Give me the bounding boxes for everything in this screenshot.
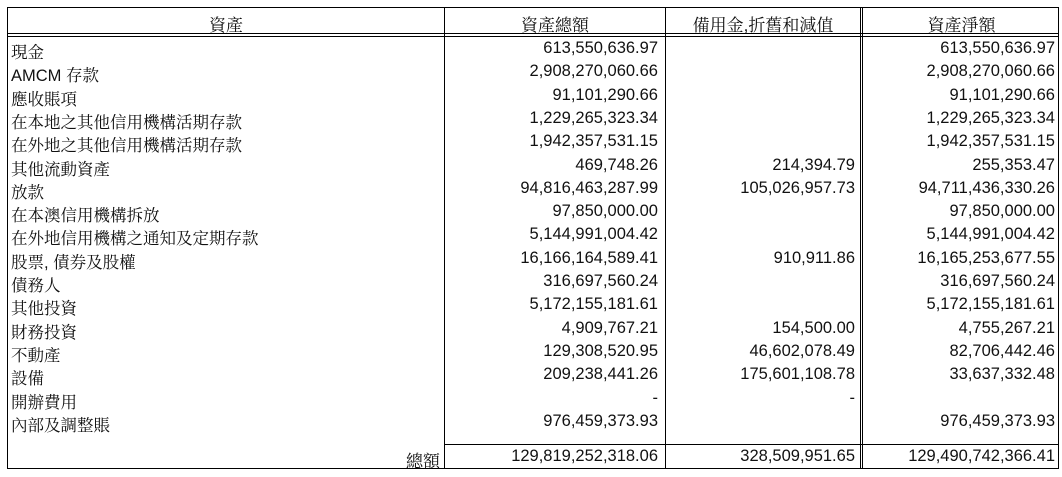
row-net-amount: 94,711,436,330.26 [918,178,1055,197]
row-net-amount: 316,697,560.24 [940,272,1055,290]
row-gross-amount: - [652,388,658,407]
row-gross-amount: 5,172,155,181.61 [529,295,658,314]
row-label: 開辦費用 [11,393,77,412]
row-label: 在外地之其他信用機構活期存款 [11,137,242,156]
row-label: 其他流動資產 [11,160,110,179]
row-label: 設備 [11,370,44,389]
row-net-amount: 5,172,155,181.61 [926,295,1055,314]
row-gross-amount: 613,550,636.97 [543,39,658,57]
row-provision-amount: - [849,388,855,407]
total-divider [444,444,1058,445]
row-net-amount: 16,165,253,677.55 [917,248,1055,267]
row-net-amount: 255,353.47 [972,155,1055,174]
row-label: 在本地之其他信用機構活期存款 [11,113,242,132]
row-label: 債務人 [11,277,61,295]
balance-sheet-table [7,7,1059,469]
row-label: 在外地信用機構之通知及定期存款 [11,230,259,249]
row-net-amount: 33,637,332.48 [949,365,1055,384]
row-net-amount: 613,550,636.97 [940,39,1055,57]
row-gross-amount: 976,459,373.93 [543,411,658,430]
row-label: 其他投資 [11,300,77,319]
row-net-amount: 1,229,265,323.34 [926,108,1055,127]
row-net-amount: 976,459,373.93 [940,411,1055,430]
row-net-amount: 1,942,357,531.15 [926,132,1055,151]
table-row [8,318,1060,341]
row-net-amount: 2,908,270,060.66 [926,62,1055,81]
row-provision-amount: 105,026,957.73 [740,178,855,197]
table-row [8,411,1060,434]
row-provision-amount: 214,394.79 [772,155,855,174]
row-gross-amount: 129,308,520.95 [543,341,658,360]
table-row [8,364,1060,387]
table-row [8,108,1060,131]
table-row [8,341,1060,364]
table-row [8,85,1060,108]
row-gross-amount: 97,850,000.00 [552,202,658,221]
total-net: 129,490,742,366.41 [908,447,1055,465]
table-row [8,224,1060,247]
table-row [8,294,1060,317]
row-gross-amount: 469,748.26 [575,155,658,174]
row-net-amount: 4,755,267.21 [958,318,1055,337]
row-gross-amount: 94,816,463,287.99 [520,178,658,197]
row-gross-amount: 91,101,290.66 [552,85,658,104]
row-net-amount: 5,144,991,004.42 [926,225,1055,244]
row-net-amount: 82,706,442.46 [949,341,1055,360]
table-row [8,155,1060,178]
header-net-assets: 資產淨額 [927,16,996,35]
row-provision-amount: 175,601,108.78 [740,365,855,384]
row-label: 財務投資 [11,323,77,342]
table-row [8,388,1060,411]
row-label: AMCM 存款 [11,67,99,86]
row-label: 現金 [11,44,44,62]
total-gross: 129,819,252,318.06 [511,447,658,465]
table-row [8,131,1060,154]
header-assets: 資產 [209,16,243,35]
table-row [8,38,1060,61]
row-gross-amount: 5,144,991,004.42 [529,225,658,244]
row-provision-amount: 910,911.86 [773,248,855,267]
row-net-amount: 97,850,000.00 [949,202,1055,221]
table-row [8,201,1060,224]
row-label: 股票, 債券及股權 [11,253,136,272]
total-label: 總額 [406,452,440,471]
header-gross-assets: 資產總額 [521,16,589,35]
table-row [8,178,1060,201]
row-label: 不動產 [11,346,61,365]
row-gross-amount: 1,229,265,323.34 [529,108,658,127]
row-provision-amount: 154,500.00 [772,318,855,337]
header-provisions: 備用金,折舊和減值 [692,16,834,35]
row-gross-amount: 209,238,441.26 [543,365,658,384]
table-row [8,271,1060,294]
row-gross-amount: 16,166,164,589.41 [520,248,658,267]
header-divider [8,36,1058,37]
row-label: 放款 [11,183,44,202]
row-label: 應收賬項 [11,90,77,109]
row-gross-amount: 1,942,357,531.15 [529,132,658,151]
row-provision-amount: 46,602,078.49 [749,341,855,360]
row-label: 內部及調整賬 [11,416,110,435]
row-label: 在本澳信用機構拆放 [11,207,160,226]
row-gross-amount: 4,909,767.21 [561,318,658,337]
row-gross-amount: 316,697,560.24 [543,272,658,290]
row-net-amount: 91,101,290.66 [949,85,1055,104]
table-row [8,61,1060,84]
row-gross-amount: 2,908,270,060.66 [529,62,658,81]
table-row [8,248,1060,271]
total-provision: 328,509,951.65 [740,447,855,465]
